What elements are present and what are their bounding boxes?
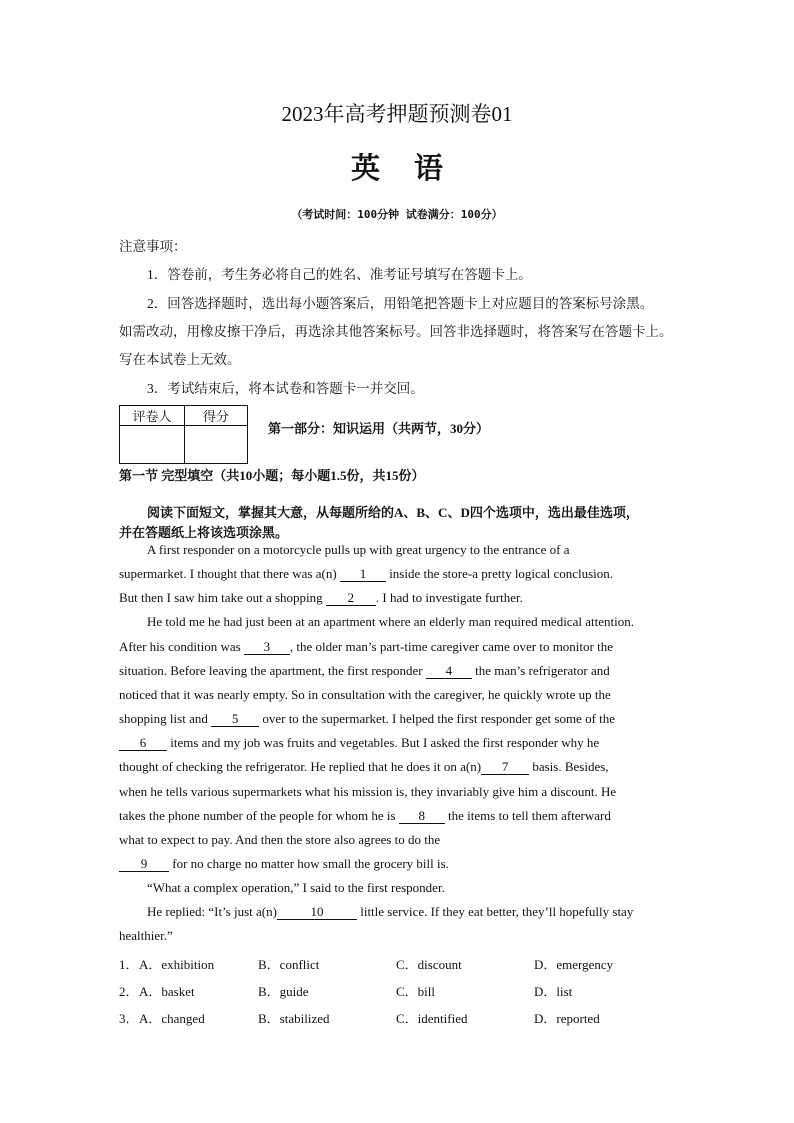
score-table-cell-grader — [120, 426, 185, 464]
question-2-number: 2． — [119, 984, 139, 999]
instruction-line-1: 阅读下面短文，掌握其大意，从每题所给的A、B、C、D四个选项中，选出最佳选项， — [147, 505, 639, 520]
part1-title: 第一部分：知识运用（共两节，30分） — [268, 421, 490, 436]
question-1-number: 1． — [119, 957, 139, 972]
notice-item-2-line-2: 如需改动，用橡皮擦干净后，再选涂其他答案标号。回答非选择题时，将答案写在答题卡上。 — [119, 324, 673, 339]
question-1-option-a: A．exhibition — [139, 957, 215, 972]
passage-line-6: situation. Before leaving the apartment, the first responder 4 the man’s refrigerator and — [119, 663, 610, 678]
blank-2: 2 — [326, 591, 376, 606]
question-2-option-d: D．list — [534, 984, 573, 999]
blank-8: 8 — [399, 809, 445, 824]
passage-line-8: shopping list and 5 over to the supermarket. I helped the first responder get some of the — [119, 711, 616, 726]
instruction-line-2: 并在答题纸上将该选项涂黑。 — [119, 525, 289, 540]
blank-3: 3 — [244, 640, 290, 655]
question-1-option-b: B．conflict — [258, 957, 320, 972]
question-3-option-b: B．stabilized — [258, 1011, 330, 1026]
passage-line-14: 9 for no charge no matter how small the grocery bill is. — [119, 856, 449, 872]
passage-line-1: A first responder on a motorcycle pulls up with great urgency to the entrance of a — [147, 542, 570, 557]
passage-line-9: 6 items and my job was fruits and vegetables. But I asked the first responder why he — [119, 735, 599, 751]
section1-title: 第一节 完型填空（共10小题；每小题1.5份，共15份） — [119, 468, 425, 483]
notice-item-2-line-3: 写在本试卷上无效。 — [119, 352, 241, 367]
notice-item-3: 3．考试结束后，将本试卷和答题卡一并交回。 — [147, 381, 424, 396]
notice-item-2-line-1: 2．回答选择题时，选出每小题答案后，用铅笔把答题卡上对应题目的答案标号涂黑。 — [147, 296, 654, 311]
page-title: 2023年高考押题预测卷01 — [281, 102, 513, 126]
passage-line-5: After his condition was 3 , the older man’s part-time caregiver came over to monitor the — [119, 639, 613, 654]
question-2-option-a: A．basket — [139, 984, 195, 999]
score-table — [119, 405, 248, 464]
blank-6: 6 — [119, 736, 167, 751]
passage-line-11: when he tells various supermarkets what his mission is, they invariably give him a discount. He — [119, 784, 617, 799]
blank-10: 10 — [277, 905, 357, 920]
passage-line-15: “What a complex operation,” I said to the first responder. — [147, 880, 445, 895]
question-3-option-c: C．identified — [396, 1011, 468, 1026]
notice-item-1: 1．答卷前，考生务必将自己的姓名、准考证号填写在答题卡上。 — [147, 267, 532, 282]
passage-line-16: He replied: “It’s just a(n) 10 little service. If they eat better, they’ll hopefully stay — [147, 904, 634, 919]
passage-line-7: noticed that it was nearly empty. So in consultation with the caregiver, he quickly wrote up the — [119, 687, 611, 702]
passage-line-4: He told me he had just been at an apartment where an elderly man required medical attention. — [147, 614, 634, 629]
passage-line-17: healthier.” — [119, 928, 173, 943]
blank-1: 1 — [340, 567, 386, 582]
score-table-header-grader: 评卷人 — [120, 406, 185, 426]
passage-line-13: what to expect to pay. And then the store also agrees to do the — [119, 832, 441, 847]
blank-5: 5 — [211, 712, 259, 727]
question-3-option-d: D．reported — [534, 1011, 600, 1026]
score-table-header-score: 得分 — [185, 406, 248, 426]
passage-line-2: supermarket. I thought that there was a(n) 1 inside the store-a pretty logical conclusion. — [119, 566, 614, 581]
passage-line-12: takes the phone number of the people for whom he is 8 the items to tell them afterward — [119, 808, 611, 823]
blank-9: 9 — [119, 857, 169, 872]
blank-4: 4 — [426, 664, 472, 679]
question-1-option-d: D．emergency — [534, 957, 614, 972]
question-1-option-c: C．discount — [396, 957, 462, 972]
question-2-option-b: B．guide — [258, 984, 309, 999]
score-table-cell-score — [185, 426, 248, 464]
question-3-number: 3． — [119, 1011, 139, 1026]
question-3-option-a: A．changed — [139, 1011, 205, 1026]
subject-title: 英语 — [350, 153, 477, 185]
question-2-option-c: C．bill — [396, 984, 436, 999]
exam-info: （考试时间：100分钟 试卷满分：100分） — [291, 208, 503, 221]
passage-line-3: But then I saw him take out a shopping 2 . I had to investigate further. — [119, 590, 523, 605]
notice-heading: 注意事项： — [119, 239, 187, 254]
blank-7: 7 — [481, 760, 529, 775]
passage-line-10: thought of checking the refrigerator. He replied that he does it on a(n) 7 basis. Besides, — [119, 759, 609, 774]
